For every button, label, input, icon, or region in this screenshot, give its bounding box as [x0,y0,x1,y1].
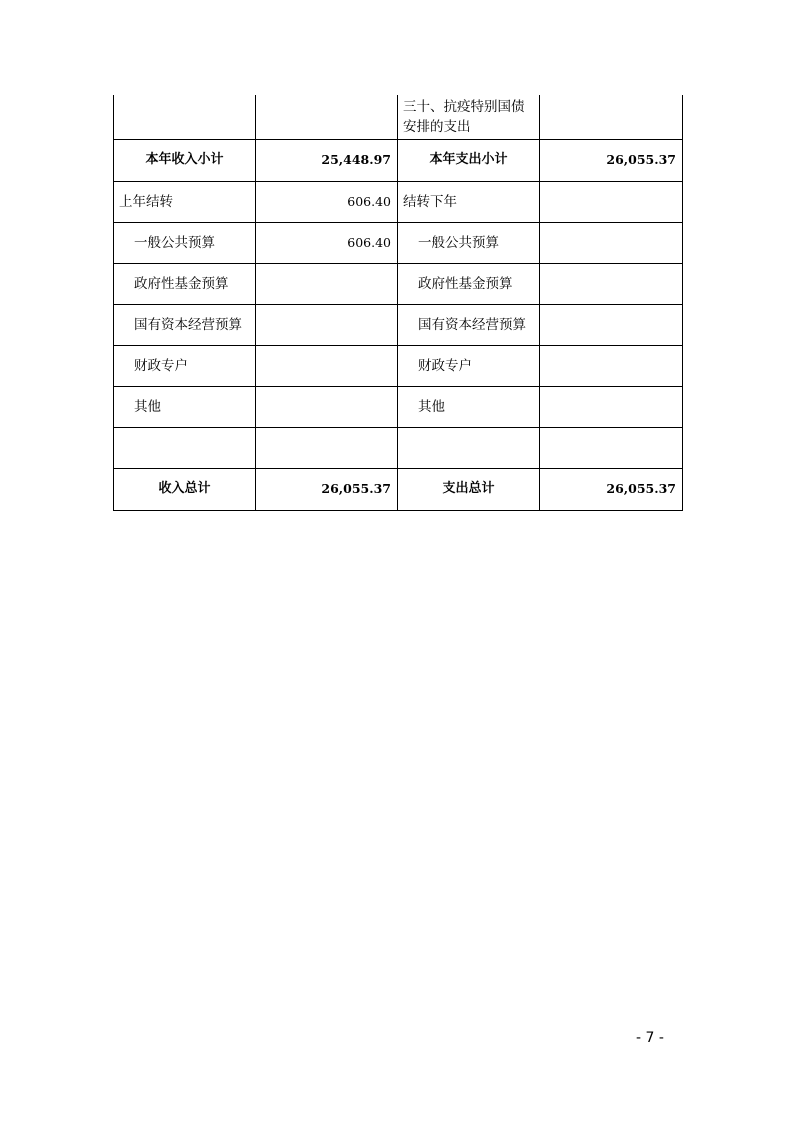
prior-year-carryover-value: 606.40 [256,181,398,222]
table-row [114,345,683,386]
expense-fiscal-account-label: 财政专户 [398,345,540,386]
income-general-budget-label: 一般公共预算 [114,222,256,263]
table-cell [114,95,256,139]
table-row [114,139,683,181]
table-cell [256,427,398,468]
prior-year-carryover-label: 上年结转 [114,181,256,222]
expense-general-budget-value [540,222,683,263]
table-row [114,263,683,304]
table-cell [256,95,398,139]
income-state-capital-label: 国有资本经营预算 [114,304,256,345]
table-row [114,222,683,263]
income-total-label: 收入总计 [114,468,256,510]
table-cell [540,427,683,468]
table-row [114,95,683,139]
table-cell [114,427,256,468]
expense-total-label: 支出总计 [398,468,540,510]
income-total-value: 26,055.37 [256,468,398,510]
income-gov-fund-value [256,263,398,304]
expense-state-capital-label: 国有资本经营预算 [398,304,540,345]
table-cell [540,95,683,139]
table-cell [398,427,540,468]
income-general-budget-value: 606.40 [256,222,398,263]
carry-forward-label: 结转下年 [398,181,540,222]
income-fiscal-account-label: 财政专户 [114,345,256,386]
income-fiscal-account-value [256,345,398,386]
income-state-capital-value [256,304,398,345]
budget-table [113,95,683,511]
expense-other-label: 其他 [398,386,540,427]
table-row [114,427,683,468]
expense-fiscal-account-value [540,345,683,386]
income-other-value [256,386,398,427]
expense-item-label: 三十、抗疫特别国债安排的支出 [398,95,540,139]
expense-subtotal-value: 26,055.37 [540,139,683,181]
table-row [114,386,683,427]
carry-forward-value [540,181,683,222]
income-subtotal-value: 25,448.97 [256,139,398,181]
income-subtotal-label: 本年收入小计 [114,139,256,181]
expense-gov-fund-label: 政府性基金预算 [398,263,540,304]
expense-state-capital-value [540,304,683,345]
table-row [114,181,683,222]
expense-subtotal-label: 本年支出小计 [398,139,540,181]
expense-total-value: 26,055.37 [540,468,683,510]
expense-gov-fund-value [540,263,683,304]
table-row [114,468,683,510]
table-row [114,304,683,345]
income-gov-fund-label: 政府性基金预算 [114,263,256,304]
expense-general-budget-label: 一般公共预算 [398,222,540,263]
expense-other-value [540,386,683,427]
page-number: - 7 - [636,1030,664,1046]
income-other-label: 其他 [114,386,256,427]
